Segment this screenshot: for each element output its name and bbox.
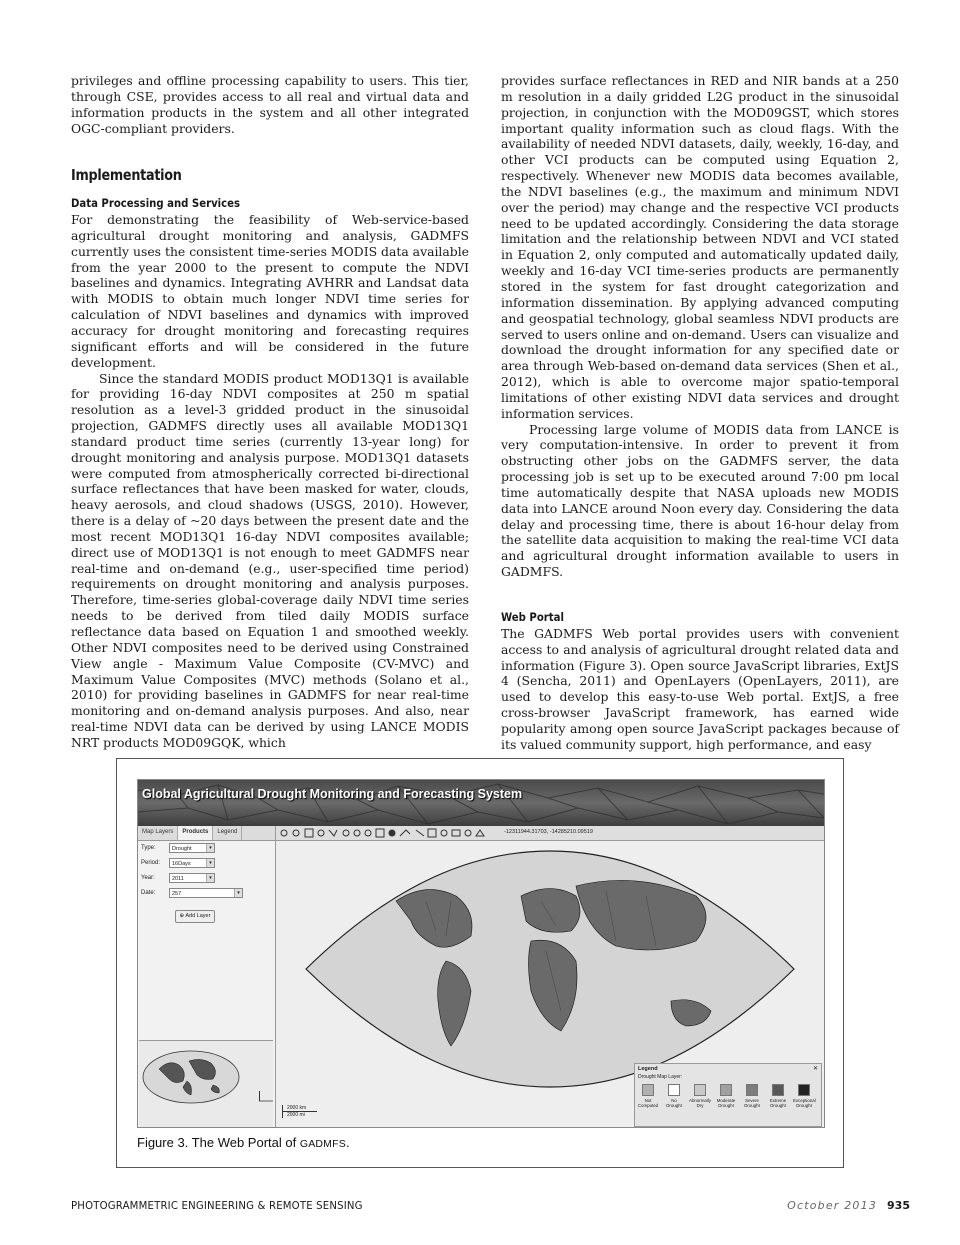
legend-swatch — [720, 1084, 732, 1096]
legend-item — [741, 1084, 763, 1108]
legend-label: Dry — [696, 1103, 704, 1108]
legend-label: Drought — [666, 1103, 682, 1108]
paragraph-right-2: Processing large volume of MODIS data from LANCE is very computation-intensive. In order to prevent it from obstructing other jobs on the GADMFS server, the data processing job is set up to be executed around 7:00 pm local time automatically despite that NASA uploads new MODIS data into LANCE around Noon every day. Considering the data delay and processing time, there is about 16-hour delay from the satellite data acquisition to making the real-time VCI data and agricultural drought information available to users in GADMFS. — [501, 421, 899, 580]
add-layer-button[interactable] — [175, 910, 215, 923]
add-layer-label: Add Layer — [185, 913, 211, 919]
legend-subtitle: Drought Map Layer: — [638, 1074, 683, 1080]
zoom-in-icon — [281, 830, 287, 836]
chart-icon — [465, 830, 471, 836]
legend-title: Legend — [638, 1066, 658, 1072]
subsection-heading-data-processing: Data Processing and Services — [71, 196, 241, 211]
print-icon — [452, 830, 460, 836]
period-row — [138, 857, 275, 871]
legend-label: Computed — [637, 1103, 659, 1108]
add-icon: ⊕ — [179, 913, 186, 919]
paragraph-web-portal: The GADMFS Web portal provides users with convenient access to and analysis of agricultural drought related data and information (Figure 3). Open source JavaScript libraries, ExtJS 4 (Sencha, 2011) and OpenLayers (OpenLayers, 2011), are used to develop this easy-to-use Web portal. ExtJS, a free cross-browser JavaScript framework, has earned wide popularity among open source JavaScript packages because of its valued community support, high performance, and easy — [501, 625, 899, 752]
legend-item — [767, 1084, 789, 1108]
paragraph-intro: privileges and offline processing capability to users. This tier, through CSE, provides access to all real and virtual data and information products in the system and all other integrated OGC-compliant providers. — [71, 73, 469, 136]
measure-icon — [400, 830, 410, 836]
paragraph-data-processing-1: For demonstrating the feasibility of Web-service-based agricultural drought monitoring and analysis, GADMFS currently uses the consistent time-series MODIS data available from the year 2000 to the present to compute the NDVI baselines and dynamics. Integrating AVHRR and Landsat data with MODIS to obtain much longer NDVI time series for calculation of NDVI baselines and dynamics with improved accuracy for drought monitoring and forecasting requires significant efforts and will be considered in the future development. — [71, 212, 469, 370]
portal-screenshot — [137, 779, 825, 1128]
map-view[interactable] — [276, 841, 824, 1127]
paragraph-right-1: provides surface reflectances in RED and NIR bands at a 250 m resolution in a daily gridded L2G product in the sinusoidal projection, in conjunction with the MOD09GST, which stores important quality information such as cloud flags. With the availability of needed NDVI datasets, daily, weekly, 16-day, and other VCI products can be computed using Equation 2, respectively. Whenever new MODIS data becomes available, the NDVI baselines (e.g., the maximum and minimum NDVI over the period) may change and the respective VCI products need to be updated accordingly. Considering the data storage limitation and the relationship between NDVI and VCI stated in Equation 2, only computed and automatically updated daily, weekly and 16-day VCI time-series products are permanently stored in the system for fast drought categorization and information dissemination. By applying advanced computing and geospatial technology, global seamless NDVI products are served to users online and on-demand. Users can visualize and download the drought information for any specified date or area through Web-based on-demand data services (Shen et al., 2012), which is able to overcome major spatio-temporal limitations of other existing NDVI data services and drought information services. — [501, 73, 899, 421]
tab-legend[interactable]: Legend — [213, 826, 242, 840]
year-label: Year: — [141, 875, 155, 881]
type-row — [138, 842, 275, 856]
overview-map-graphic — [139, 1041, 273, 1127]
page-number: 935 — [887, 1199, 910, 1212]
legend-label: Drought — [770, 1103, 786, 1108]
legend-swatch — [772, 1084, 784, 1096]
legend-panel — [634, 1063, 822, 1127]
issue-date: October 2013 — [787, 1199, 878, 1212]
legend-label: Extreme — [769, 1098, 787, 1103]
legend-label: Abnormally — [689, 1098, 711, 1103]
scale-bottom-label: 2000 mi — [282, 1112, 311, 1118]
draw-line-icon — [416, 830, 424, 836]
date-select[interactable] — [169, 888, 243, 898]
refresh-icon — [365, 830, 371, 836]
period-select[interactable] — [169, 858, 215, 868]
tab-products[interactable]: Products — [178, 826, 213, 840]
year-select[interactable] — [169, 873, 215, 883]
back-icon — [343, 830, 349, 836]
scale-top-label: 2000 km — [282, 1105, 317, 1112]
year-value: 2011 — [172, 876, 184, 882]
clear-icon — [441, 830, 447, 836]
legend-swatch — [642, 1084, 654, 1096]
figure-3 — [116, 758, 844, 1168]
help-icon — [476, 830, 484, 836]
type-value: Drought — [172, 846, 192, 852]
subsection-heading-web-portal: Web Portal — [501, 610, 564, 624]
zoom-out-icon — [293, 830, 299, 836]
panel-tabs — [138, 826, 275, 841]
journal-name: PHOTOGRAMMETRIC ENGINEERING & REMOTE SENSING — [71, 1199, 363, 1212]
caption-period: . — [345, 1135, 350, 1150]
legend-item — [637, 1084, 659, 1108]
legend-label: Drought — [796, 1103, 812, 1108]
legend-label: Drought — [718, 1103, 734, 1108]
legend-label: Exceptional — [793, 1098, 816, 1103]
chevron-down-icon[interactable]: ▾ — [234, 889, 242, 897]
legend-swatch — [798, 1084, 810, 1096]
period-label: Period: — [141, 860, 161, 866]
type-label: Type: — [141, 845, 156, 851]
legend-swatch — [694, 1084, 706, 1096]
legend-item — [793, 1084, 815, 1108]
portal-banner — [138, 780, 824, 826]
legend-label: Severe — [745, 1098, 759, 1103]
section-heading-implementation: Implementation — [71, 166, 182, 185]
chevron-down-icon[interactable]: ▾ — [206, 844, 214, 852]
paragraph-data-processing-2: Since the standard MODIS product MOD13Q1 is available for providing 16-day NDVI composites at 250 m spatial resolution as a level-3 gridded product in the sinusoidal projection, GADMFS directly uses all available MOD13Q1 standard product time series (currently 13-year long) for drought monitoring and analysis purpose. MOD13Q1 datasets were computed from atmospherically corrected bi-directional surface reflectances that have been masked for water, clouds, heavy aerosols, and cloud shadows (USGS, 2010). However, there is a delay of ~20 days between the present date and the most recent MOD13Q1 16-day NDVI composites available; direct use of MOD13Q1 is not enough to meet GADMFS near real-time and on-demand (e.g., user-specified time period) requirements on drought monitoring and analysis purposes. Therefore, time-series global-coverage daily NDVI time series needs to be derived from tiled daily MODIS surface reflectance data based on Equation 1 and smoothed weekly. Other NDVI composites need to be derived using Constrained View angle - Maximum Value Composite (CV-MVC) and Maximum Value Composites (MVC) methods (Solano et al., 2010) for providing baselines in GADMFS for near real-time monitoring and on-demand analysis purposes. And also, near real-time NDVI data can be derived by using LANCE MODIS NRT products MOD09GQK, which — [71, 370, 469, 750]
zoom-extent-icon — [318, 830, 324, 836]
legend-swatch — [746, 1084, 758, 1096]
legend-label: Not — [644, 1098, 652, 1103]
draw-polygon-icon — [428, 829, 436, 837]
page-footer — [787, 1199, 910, 1212]
date-label: Date: — [141, 890, 156, 896]
legend-item — [715, 1084, 737, 1108]
year-row — [138, 872, 275, 886]
caption-acronym: GADMFS — [299, 1138, 346, 1150]
period-value: 16Days — [172, 861, 191, 867]
left-column — [71, 73, 469, 751]
pan-icon — [305, 829, 313, 837]
info-icon — [389, 830, 395, 836]
legend-label: Drought — [744, 1103, 760, 1108]
tab-map-layers[interactable]: Map Layers — [138, 826, 178, 840]
right-column — [501, 73, 899, 753]
map-toolbar — [276, 826, 824, 841]
caption-text: Figure 3. The Web Portal of — [137, 1135, 300, 1150]
scale-bar — [282, 1105, 317, 1118]
portal-title: Global Agricultural Drought Monitoring and Forecasting System — [142, 787, 523, 801]
legend-item — [689, 1084, 711, 1108]
legend-label: Moderate — [716, 1098, 736, 1103]
legend-swatch — [668, 1084, 680, 1096]
coordinate-readout: -12311944.31703, -14285210.09519 — [504, 829, 593, 835]
type-select[interactable] — [169, 843, 215, 853]
chevron-down-icon[interactable]: ▾ — [206, 874, 214, 882]
close-icon[interactable]: ✕ — [812, 1066, 818, 1072]
save-icon — [376, 829, 384, 837]
overview-map[interactable] — [139, 1040, 273, 1127]
legend-item — [663, 1084, 685, 1108]
toolbar-icons — [276, 826, 504, 840]
chevron-down-icon[interactable]: ▾ — [206, 859, 214, 867]
left-panel — [138, 826, 276, 1127]
figure-caption — [137, 1135, 350, 1150]
select-icon — [329, 830, 337, 836]
legend-label: No — [671, 1098, 677, 1103]
date-value: 257 — [172, 891, 182, 897]
forward-icon — [354, 830, 360, 836]
date-row — [138, 887, 275, 901]
